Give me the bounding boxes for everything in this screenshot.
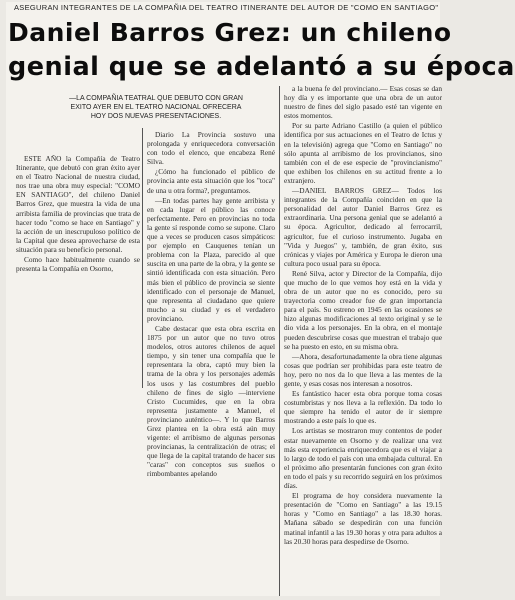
paragraph: Diario La Provincia sostuvo una prolongada y enriquecedora conversación con todo el elenco, que encabeza René Silva. xyxy=(147,130,275,167)
paragraph: Por su parte Adriano Castillo (a quien el público identifica por sus actuaciones en el Teatro de Ictus y en la televisión) agrega que "Como en Santiago" no sólo apunta al arribismo de los provincianos, sino también con el de ese especie de "provincianismo" que exhiben los chilenos en su actitud frente a lo extranjero. xyxy=(284,121,442,185)
kicker-line: ASEGURAN INTEGRANTES DE LA COMPAÑIA DEL TEATRO ITINERANTE DEL AUTOR DE "COMO EN SANTIAGO" xyxy=(14,3,439,12)
paragraph: —DANIEL BARROS GREZ— Todos los integrantes de la Compañía coinciden en que la personalidad del autor Daniel Barros Grez es extraordinaria. Una persona genial que se adelantó a su época. Agricultor, dedicado al ferrocarril, agricultor, fue el curioso instrumento. Jugaba en "Vida y Juegos" y, también, de gran éxito, sus crónicas y viajes por América y Europa le dieron una cultura poco usual para su época. xyxy=(284,186,442,268)
paragraph: Como hace habitualmente cuando se presenta la Compañía en Osorno, xyxy=(16,255,140,274)
headline-line-2: genial que se adelantó a su época xyxy=(8,52,515,82)
subhead-line-3: HOY DOS NUEVAS PRESENTACIONES. xyxy=(90,113,222,120)
paragraph: ¿Cómo ha funcionado el público de provincia ante esta situación que los "toca" de una u otra forma?, preguntamos. xyxy=(147,167,275,195)
column-3 xyxy=(284,84,442,547)
paragraph: —En todas partes hay gente arribista y en cada lugar el público las conoce perfectamente. Pero en provincias no toda la gente sí responde como se supone. Claro que a veces se producen casos simpáticos: por ejemplo en Cauquenes tenían un problema con la Plaza, parecido al que suscita en una parte de la obra, y la gente se sintió identificada con esta situación. Pero más bien el público de provincia se siente identificado con el personaje de Manuel, que representa al ciudadano que quiere mucho a su ciudad y es el verdadero provinciano. xyxy=(147,195,275,323)
newspaper-clipping xyxy=(6,2,515,596)
column-2 xyxy=(147,130,275,480)
paragraph: Los artistas se mostraron muy contentos de poder estar nuevamente en Osorno y de realizar una vez más esta experiencia enriquecedora que es el viajar a lo largo de todo el país con una embajada cultural. En el próximo año presentarán funciones con gran éxito en todo el país y su recorrido seguirá en los próximos días. xyxy=(284,426,442,491)
column-1 xyxy=(16,154,140,274)
paragraph: a la buena fe del provinciano.— Esas cosas se dan hoy día y es importante que una obra de un autor nuestro de fines del siglo pasado esté tan vigente en estos momentos. xyxy=(284,84,442,121)
paragraph: Es fantástico hacer esta obra porque toma cosas costumbristas y nos lleva a la reflexión. Da todo lo que siempre ha tenido el autor de ir siempre mostrando a este país lo que es. xyxy=(284,389,442,426)
paragraph: Cabe destacar que esta obra escrita en 1875 por un autor que no tuvo otros modelos, otros autores chilenos de aquel tiempo, y sin tener una compañía que le representara la obra, captó muy bien la trama de la obra y los personajes además los usos y las costumbres del pueblo chileno de fines de siglo —interviene Cristo Cucumides, que en la obra representa justamente a Manuel, el provinciano auténtico—. Y lo que Barros Grez plantea en la obra está aún muy vigente: el arribismo de algunas personas provincianas, la centralización de otras; el que llega de la capital tratando de hacer sus "caras" con conceptos sus sueños o rimbombantes apelando xyxy=(147,323,275,479)
paragraph: El programa de hoy considera nuevamente la presentación de "Como en Santiago" a las 19.15 horas y "Como en Santiago" a las 18.30 horas. Mañana sábado se despedirán con una función matinal infantil a las 19.30 horas y otra para adultos a las 20.30 horas para despedirse de Osorno. xyxy=(284,491,442,546)
paragraph: René Silva, actor y Director de la Compañía, dijo que mucho de lo que vemos hoy está en la vida y obra de un autor que no es conocido, pero su trayectoria como creador fue de gran importancia para el país. Su estreno en 1945 en las ocasiones se hizo algunas modificaciones al texto original y se le dio vida a los personajes. En la obra, en el montaje pueden descubrirse cosas que muestran el trabajo que se ha puesto en esto, en su misma obra. xyxy=(284,268,442,351)
subhead-line-1: —LA COMPAÑIA TEATRAL QUE DEBUTO CON GRAN xyxy=(69,95,243,102)
paragraph: —Ahora, desafortunadamente la obra tiene algunas cosas que podrían ser prohibidas para este teatro de hoy, pero no nos da lo que lleva a las mentes de la gente, y esas cosas nos interesan a nosotros. xyxy=(284,351,442,388)
column-divider-2 xyxy=(279,86,280,596)
subhead-line-2: EXITO AYER EN EL TEATRO NACIONAL OFRECERA xyxy=(70,104,242,111)
headline-line-1: Daniel Barros Grez: un chileno xyxy=(8,18,452,47)
column-divider-1 xyxy=(142,128,143,388)
paragraph: ESTE AÑO la Compañía de Teatro Itinerante, que debutó con gran éxito ayer en el Teatro Nacional de nuestra ciudad, nos trae una obra muy especial: "COMO EN SANTIAGO", del chileno Daniel Barros Grez, que muestra la vida de una arribista familia de provincias que trata de hacer todo "como se hace en Santiago" y la acción de un inescrupuloso político de la Capital que desea aprovecharse de esta situación para su beneficio personal. xyxy=(16,154,140,254)
